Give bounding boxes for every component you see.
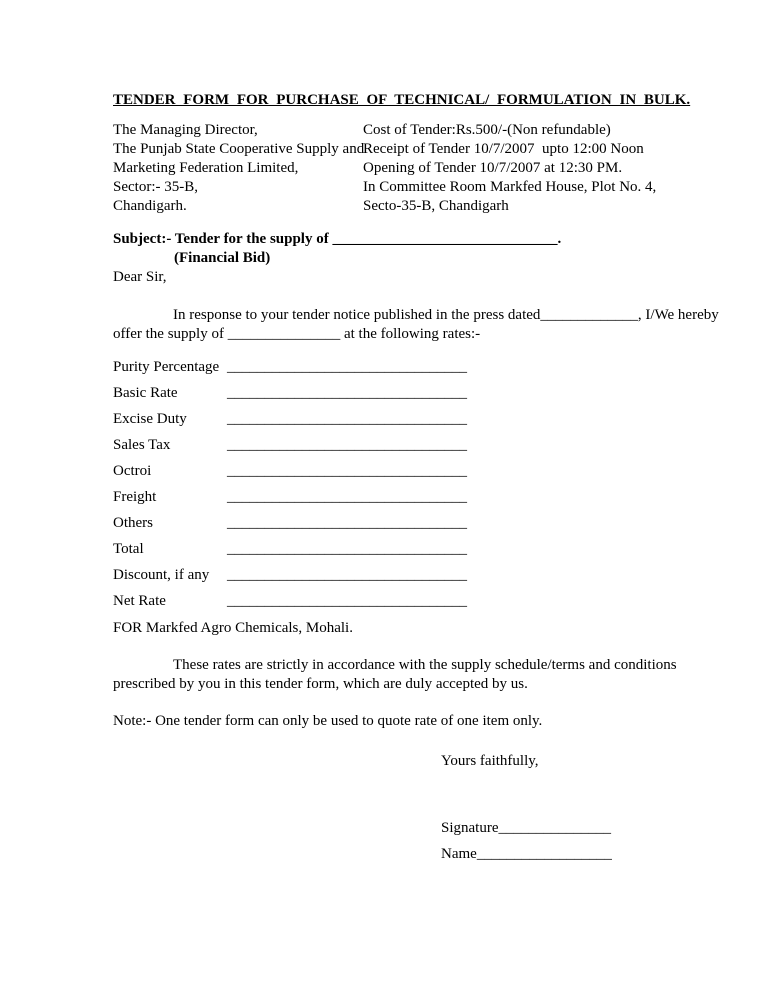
- rate-label: Others: [113, 515, 153, 531]
- rate-label: Purity Percentage: [113, 359, 220, 375]
- terms-line-2: prescribed by you in this tender form, which are duly accepted by us.: [113, 676, 528, 692]
- rate-value-blank: ________________________________: [227, 437, 467, 453]
- note: Note:- One tender form can only be used to quote rate of one item only.: [113, 713, 543, 729]
- rate-label: Excise Duty: [113, 411, 187, 427]
- salutation: Dear Sir,: [113, 269, 167, 285]
- closing: Yours faithfully,: [441, 753, 539, 769]
- document-title: TENDER FORM FOR PURCHASE OF TECHNICAL/ FORMULATION IN BULK.: [113, 92, 691, 108]
- rate-label: Total: [113, 541, 144, 557]
- address-line: The Managing Director,: [113, 122, 258, 138]
- rate-value-blank: ________________________________: [227, 541, 467, 557]
- rate-value-blank: ________________________________: [227, 359, 467, 375]
- rate-value-blank: ________________________________: [227, 411, 467, 427]
- terms-line-1: These rates are strictly in accordance with the supply schedule/terms and conditions: [173, 657, 677, 673]
- rate-value-blank: ________________________________: [227, 489, 467, 505]
- intro-paragraph: [113, 306, 719, 344]
- rate-label: Freight: [113, 489, 157, 505]
- rate-label: Net Rate: [113, 593, 166, 609]
- address-line: The Punjab State Cooperative Supply and: [113, 141, 365, 157]
- for-line: FOR Markfed Agro Chemicals, Mohali.: [113, 620, 353, 636]
- rate-value-blank: ________________________________: [227, 385, 467, 401]
- tender-info-line: Receipt of Tender 10/7/2007 upto 12:00 Noon: [363, 141, 644, 157]
- signature-line: Signature_______________: [441, 820, 611, 836]
- terms-paragraph: [113, 656, 700, 694]
- rate-value-blank: ________________________________: [227, 567, 467, 583]
- rate-label: Basic Rate: [113, 385, 178, 401]
- rate-value-blank: ________________________________: [227, 463, 467, 479]
- rate-label: Sales Tax: [113, 437, 171, 453]
- address-line: Marketing Federation Limited,: [113, 160, 299, 176]
- rate-value-blank: ________________________________: [227, 515, 467, 531]
- rate-value-blank: ________________________________: [227, 593, 467, 609]
- name-line: Name__________________: [441, 846, 612, 862]
- address-line: Chandigarh.: [113, 198, 187, 214]
- subject-line: Subject:- Tender for the supply of ______________________________.: [113, 231, 562, 247]
- subject-subtitle: (Financial Bid): [174, 250, 271, 266]
- tender-info-line: In Committee Room Markfed House, Plot No. 4,: [363, 179, 657, 195]
- intro-line-2: offer the supply of _______________ at the following rates:-: [113, 326, 481, 342]
- tender-info-line: Cost of Tender:Rs.500/-(Non refundable): [363, 122, 611, 138]
- intro-line-1: In response to your tender notice published in the press dated_____________, I/We hereby: [173, 307, 719, 323]
- rate-label: Discount, if any: [113, 567, 210, 583]
- tender-info-line: Opening of Tender 10/7/2007 at 12:30 PM.: [363, 160, 623, 176]
- rate-label: Octroi: [113, 463, 152, 479]
- address-line: Sector:- 35-B,: [113, 179, 198, 195]
- tender-info-line: Secto-35-B, Chandigarh: [363, 198, 509, 214]
